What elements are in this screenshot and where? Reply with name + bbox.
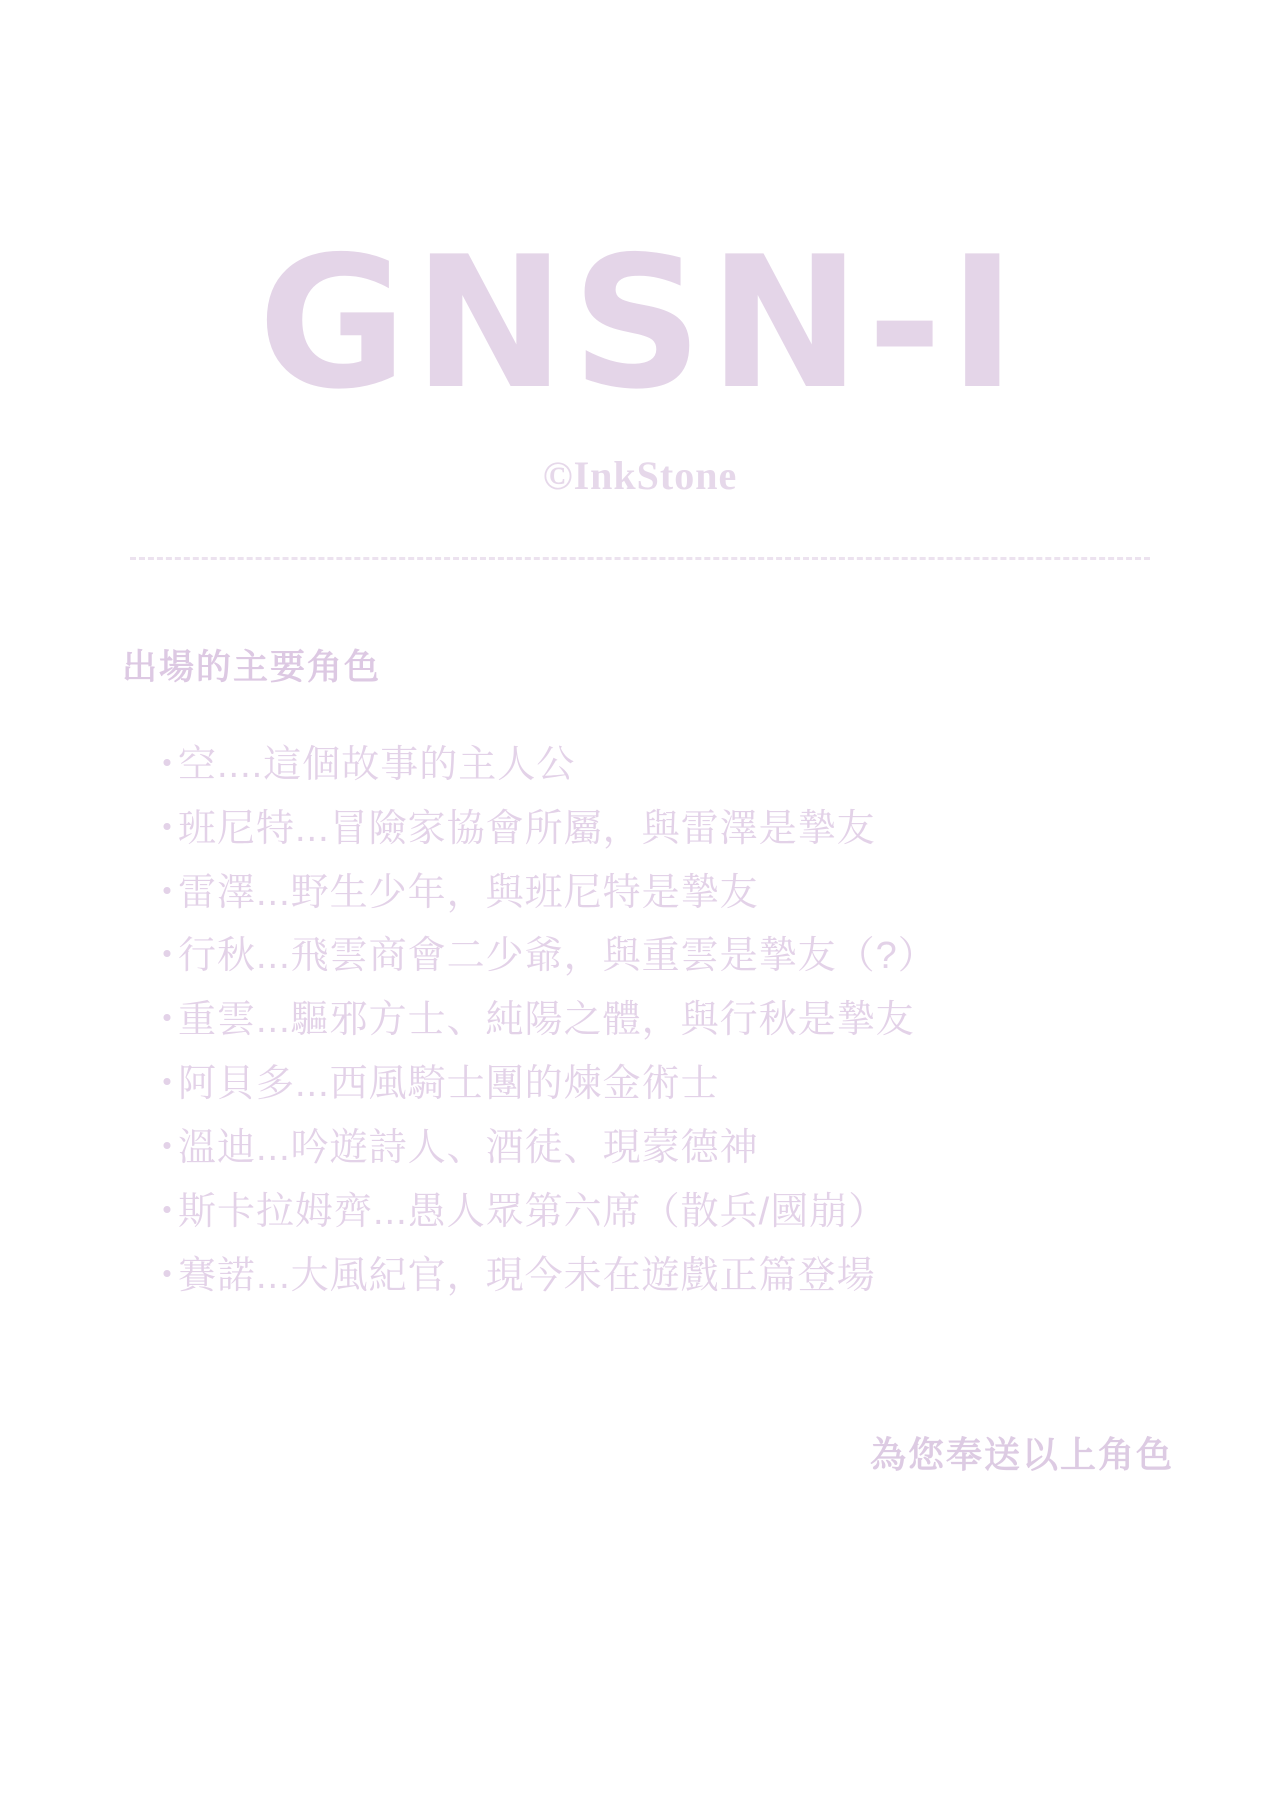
character-entry: 空....這個故事的主人公 <box>178 744 576 786</box>
character-entry: 賽諾...大風紀官，現今未在遊戲正篇登場 <box>178 1254 876 1297</box>
page-title: GNSN-I <box>257 217 1023 429</box>
list-item <box>148 798 1280 862</box>
list-item <box>148 925 1280 989</box>
list-item <box>148 1117 1280 1181</box>
footer-note: 為您奉送以上角色 <box>869 1434 1174 1475</box>
character-entry: 雷澤...野生少年，與班尼特是摯友 <box>178 871 759 914</box>
list-item <box>148 1053 1280 1117</box>
bullet-icon: ・ <box>148 744 188 786</box>
bullet-icon: ・ <box>148 1063 188 1106</box>
character-entry: 阿貝多...西風騎士團的煉金術士 <box>178 1063 720 1106</box>
bullet-icon: ・ <box>148 1190 188 1233</box>
character-list <box>0 734 1280 1308</box>
title-block <box>0 0 1280 499</box>
section-divider <box>130 557 1150 560</box>
bullet-icon: ・ <box>148 1126 188 1169</box>
character-entry: 重雲...驅邪方士、純陽之體，與行秋是摯友 <box>178 999 915 1042</box>
list-item <box>148 989 1280 1053</box>
copyright-credit: ©InkStone <box>542 453 738 498</box>
list-item <box>148 862 1280 926</box>
section-heading: 出場的主要角色 <box>122 648 382 687</box>
character-entry: 行秋...飛雲商會二少爺，與重雲是摯友（?） <box>178 935 937 978</box>
character-entry: 溫迪...吟遊詩人、酒徒、現蒙德神 <box>178 1126 759 1169</box>
list-item <box>148 1181 1280 1245</box>
bullet-icon: ・ <box>148 871 188 914</box>
bullet-icon: ・ <box>148 999 188 1042</box>
bullet-icon: ・ <box>148 935 188 978</box>
list-item <box>148 1245 1280 1309</box>
character-entry: 班尼特...冒險家協會所屬，與雷澤是摯友 <box>178 807 876 850</box>
bullet-icon: ・ <box>148 1254 188 1297</box>
list-item <box>148 734 1280 798</box>
character-entry: 斯卡拉姆齊...愚人眾第六席（散兵/國崩） <box>178 1190 888 1233</box>
bullet-icon: ・ <box>148 807 188 850</box>
